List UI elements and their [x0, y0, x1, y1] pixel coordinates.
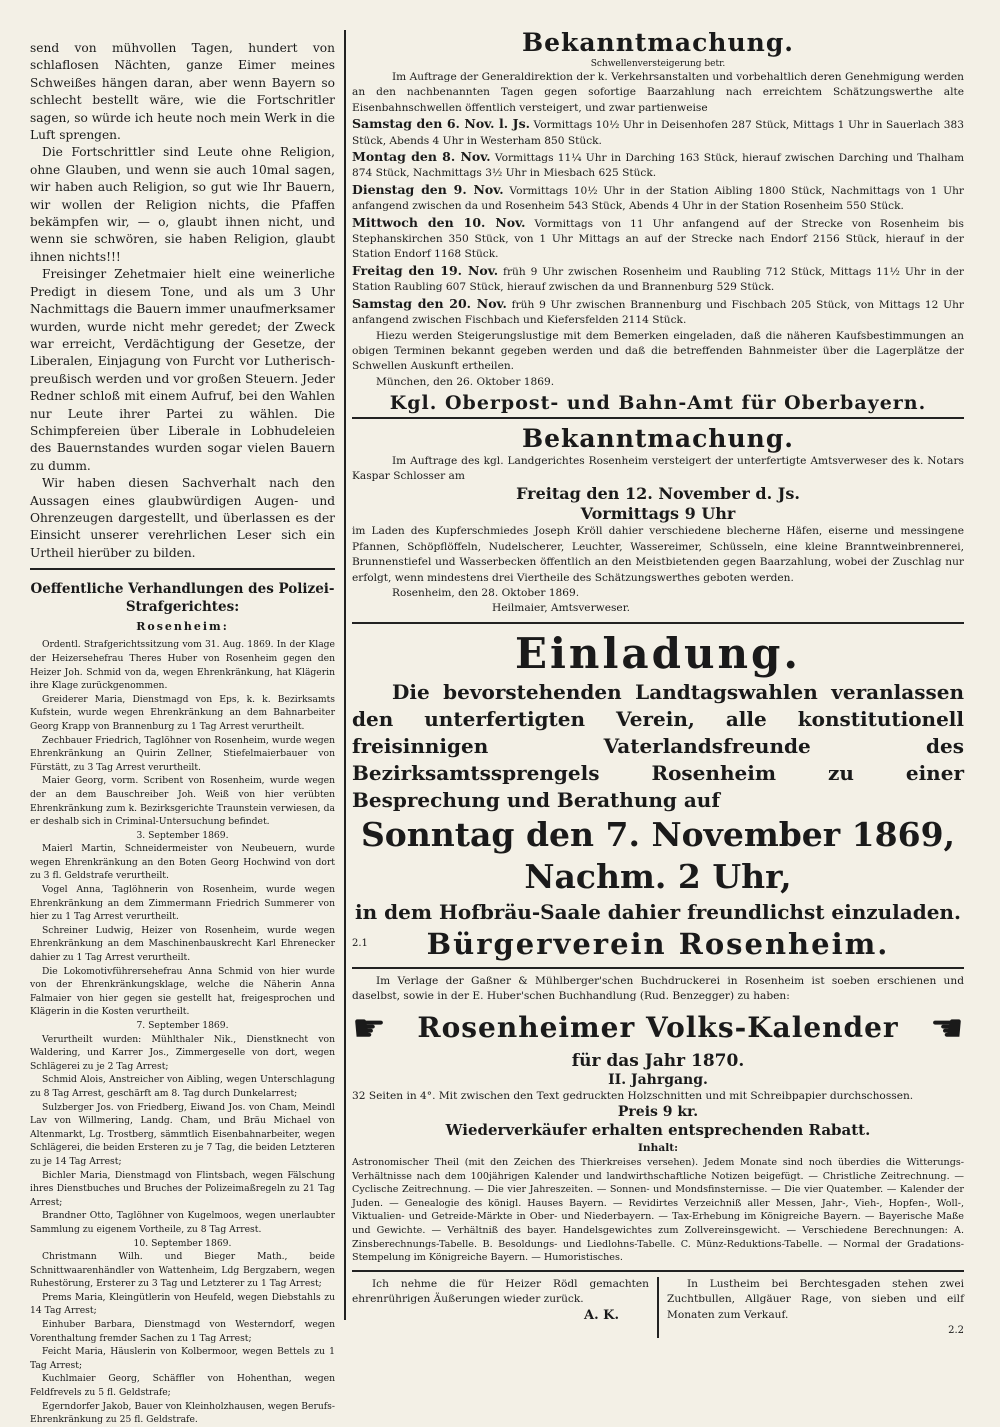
article-paragraph: Die Fortschrittler sind Leute ohne Religion, ohne Glauben, und wenn sie auch 10mal sagen, wir haben auch Religion, so gut wie Ihr Bauern, wir wollen der Religion nichts, die Pfaffen bekämpfen wir, — o, glaubt ihnen nicht, und wenn sie schwören, sie haben Religion, glaubt ihnen nichts!!! — [30, 145, 335, 264]
ad-content: Astronomischer Theil (mit den Zeichen des Thierkreises versehen). Jedem Monate sind noch überdies die Witterungs-Verhältnisse nach dem 100jährigen Kalender und landwirthschaftliche Notizen beigefügt. — Christliche Zeitrechnung. — Cyclische Zeitrechnung. — Die vier Jahreszeiten. — Sonnen- und Mondsfinsternisse. — Die vier Quatember. — Kalender der Juden. — Genealogie des königl. Hauses Bayern. — Revidirtes Verzeichniß aller Messen, Jahr-, Vieh-, Hopfen-, Woll-, Viktualien- und Getreide-Märkte in Ober- und Niederbayern. — Tax-Erhebung im Königreiche Bayern. — Bayerische Maße und Gewichte. — Verhältniß des bayer. Handelsgewichtes zum Zollvereinsgewicht. — Verschiedene Berechnungen: A. Zinsberechnungs-Tabelle. B. Besoldungs- und Liedlohns-Tabelle. C. Münz-Reduktions-Tabelle. — Normal der Gradations-Stempelung im Königreiche Bayern. — Humoristisches. — [352, 1157, 964, 1264]
auction-day-text: Vormittags 10½ Uhr in Deisenhofen 287 Stück, Mittags 1 Uhr in Sauerlach 383 Stück, Abends 4 Uhr in Westerham 850 Stück. — [352, 119, 964, 147]
court-entry: Die Lokomotivführersehefrau Anna Schmid von hier wurde von der Ehrenkränkungsklage, welche die Näherin Anna Falmaier von hier gegen sie gestellt hat, freigesprochen und Klägerin in die Kosten verurtheilt. — [30, 965, 335, 1018]
pointing-hand-left-icon: ☚ — [929, 1005, 964, 1050]
small-ad-bulls — [657, 1277, 964, 1339]
announcement-date: München, den 26. Oktober 1869. — [376, 375, 555, 388]
auction-day-text: Vormittags 11¼ Uhr in Darching 163 Stück, hierauf zwischen Darching und Thalham 874 Stück, Nachmittags 3½ Uhr in Miesbach 625 Stück. — [352, 152, 964, 180]
auction-day-text: früh 9 Uhr zwischen Rosenheim und Raubling 712 Stück, Mittags 11½ Uhr in der Station Raubling 607 Stück, hierauf zwischen da und Brannenburg 529 Stück. — [352, 265, 964, 294]
announcement-title: Bekanntmachung. — [521, 28, 795, 57]
auction-day-text: Vormittags 10½ Uhr in der Station Aibling 1800 Stück, Nachmittags von 1 Uhr anfangend zwischen da und Rosenheim 543 Stück, Abends 4 Uhr in der Station Rosenheim 550 Stück. — [352, 184, 964, 213]
court-entry: Zechbauer Friedrich, Taglöhner von Rosenheim, wurde wegen Ehrenkränkung an Quirin Zellner, Stiefelmaierbauer von Fürstätt, zu 3 Tag Arrest verurtheilt. — [30, 734, 335, 773]
invitation-signature-row — [352, 926, 964, 962]
pointing-hand-right-icon: ☛ — [352, 1005, 387, 1050]
court-entry: Vogel Anna, Taglöhnerin von Rosenheim, wurde wegen Ehrenkränkung an dem Zimmermann Friedrich Summerer von hier zu 1 Tag Arrest verurtheilt. — [30, 884, 335, 923]
bulls-text: In Lustheim bei Berchtesgaden stehen zwei Zuchtbullen, Allgäuer Rage, von sieben und eilf Monaten zum Verkauf. — [667, 1277, 964, 1321]
auction-day-label: Samstag den 6. Nov. l. Js. — [352, 116, 530, 132]
auction-day — [352, 116, 964, 149]
divider — [352, 417, 964, 419]
court-entry: Prems Maria, Kleingütlerin von Heufeld, wegen Diebstahls zu 14 Tag Arrest; — [30, 1291, 335, 1317]
announcement-signature: Heilmaier, Amtsverweser. — [492, 602, 630, 615]
court-entry: Bichler Maria, Dienstmagd von Flintsbach, wegen Fälschung ihres Dienstbuches und Bruches der Polizeimaßregeln zu 21 Tag Arrest; — [30, 1169, 335, 1208]
ad-resale: Wiederverkäufer erhalten entsprechenden Rabatt. — [445, 1121, 871, 1139]
insertion-number: 2.1 — [352, 938, 368, 950]
auction-date: Freitag den 12. November d. Js. — [516, 484, 800, 504]
announcement-intro: Im Auftrage des kgl. Landgerichtes Rosenheim versteigert der unterfertigte Amtsverweser des k. Notars Kaspar Schlosser am — [352, 454, 964, 482]
ad-year: für das Jahr 1870. — [571, 1050, 745, 1071]
court-entry: Greiderer Maria, Dienstmagd von Eps, k. k. Bezirksamts Kufstein, wurde wegen Ehrenkränkung an dem Bahnarbeiter Georg Krapp von Brannenburg zu 1 Tag Arrest verurtheilt. — [30, 693, 335, 732]
auction-day-label: Freitag den 19. Nov. — [352, 262, 499, 278]
ad-intro: Im Verlage der Gaßner & Mühlberger'schen Buchdruckerei in Rosenheim ist soeben erschienen und daselbst, sowie in der E. Huber'schen Buchhandlung (Rud. Benzegger) zu haben: — [352, 974, 964, 1003]
section-place: Rosenheim: — [136, 620, 229, 634]
court-entry: Christmann Wilh. und Bieger Math., beide Schnittwaarenhändler von Wattenheim, Ldg Bergzabern, wegen Ruhestörung, Ersterer zu 3 Tag und Letzterer zu 1 Tag Arrest; — [30, 1251, 335, 1290]
auction-day-label: Montag den 8. Nov. — [352, 149, 491, 165]
court-entry: Einhuber Barbara, Dienstmagd von Westerndorf, wegen Vorenthaltung fremder Sachen zu 1 Tag Arrest; — [30, 1319, 335, 1344]
court-entry: Ordentl. Strafgerichtssitzung vom 31. Aug. 1869. In der Klage der Heizersehefrau Theres Huber von Rosenheim gegen den Heizer Joh. Schmid von da, wegen Ehrenkränkung, hat Klägerin ihre Klage zurückgenommen. — [30, 639, 335, 692]
ad-price: Preis 9 kr. — [617, 1104, 699, 1120]
invitation-date: Sonntag den 7. November 1869, Nachm. 2 Uhr, — [360, 814, 956, 896]
court-date: 10. September 1869. — [133, 1237, 232, 1249]
announcement-title: Bekanntmachung. — [521, 423, 795, 453]
left-column — [30, 40, 335, 1427]
court-entry: Schreiner Ludwig, Heizer von Rosenheim, wurde wegen Ehrenkränkung an dem Maschinenbauskrecht Karl Ehrenecker dahier zu 1 Tag Arrest verurtheilt. — [30, 924, 335, 964]
court-entry: Verurtheilt wurden: Mühlthaler Nik., Dienstknecht von Waldering, und Karrer Jos., Zimmergeselle von dort, wegen Schlägerei zu je 2 Tag Arrest; — [30, 1033, 335, 1072]
small-ads-row — [352, 1277, 964, 1339]
auction-time: Vormittags 9 Uhr — [580, 504, 736, 524]
invitation-body: Die bevorstehenden Landtagswahlen veranlassen den unterfertigten Verein, alle konstitutionell freisinnigen Vaterlandsfreunde des Bezirksamtssprengels Rosenheim zu einer Besprechung und Berathung auf — [352, 679, 964, 812]
section-heading: Oeffentliche Verhandlungen des Polizei-Strafgerichtes: — [30, 581, 335, 616]
divider — [352, 967, 964, 969]
divider — [352, 1270, 964, 1272]
auction-day — [352, 182, 964, 215]
auction-day-label: Mittwoch den 10. Nov. — [352, 214, 526, 230]
court-entry: Schmid Alois, Anstreicher von Aibling, wegen Unterschlagung zu 8 Tag Arrest, geschärft am 8. Tag durch Dunkelarrest; — [30, 1074, 335, 1099]
auction-day — [352, 149, 964, 182]
auction-day — [352, 215, 964, 263]
small-ad-retraction — [352, 1277, 657, 1339]
ad-title: Rosenheimer Volks-Kalender — [417, 1010, 899, 1044]
divider — [30, 568, 335, 570]
ad-edition: II. Jahrgang. — [608, 1071, 708, 1088]
announcement-auction — [352, 424, 964, 617]
invitation-signature: Bürgerverein Rosenheim. — [426, 926, 890, 961]
announcement-subtitle: Schwellenversteigerung betr. — [590, 59, 726, 69]
ad-description: 32 Seiten in 4°. Mit zwischen den Text gedruckten Holzschnitten und mit Schreibpapier durchschossen. — [352, 1089, 914, 1102]
auction-day-text: Vormittags von 11 Uhr anfangend auf der Strecke von Rosenheim bis Stephanskirchen 350 Stück, von 1 Uhr Mittags an auf der Strecke nach Endorf 2156 Stück, hierauf in der Station Endorf 1168 Stück. — [352, 217, 964, 261]
court-entry: Feicht Maria, Häuslerin von Kolbermoor, wegen Bettels zu 1 Tag Arrest; — [30, 1346, 335, 1371]
auction-day — [352, 296, 964, 329]
retraction-text: Ich nehme die für Heizer Rödl gemachten ehrenrührigen Äußerungen wieder zurück. — [352, 1277, 649, 1306]
auction-day-label: Dienstag den 9. Nov. — [352, 181, 504, 197]
article-paragraph: Wir haben diesen Sachverhalt nach den Aussagen eines glaubwürdigen Augen- und Ohrenzeugen dargestellt, und überlassen es der Einsicht unserer verehrlichen Leser sich ein Urtheil hierüber zu bilden. — [30, 476, 335, 560]
insertion-number: 2.2 — [948, 1324, 964, 1336]
court-entry: Egerndorfer Jakob, Bauer von Kleinholzhausen, wegen Berufs-Ehrenkränkung zu 25 fl. Geldstrafe. — [30, 1400, 335, 1426]
advertisement-calendar — [352, 974, 964, 1265]
court-entry: Maierl Martin, Schneidermeister von Neubeuern, wurde wegen Ehrenkränkung an den Boten Georg Hochwind von dort zu 3 fl. Geldstrafe verurtheilt. — [30, 843, 335, 882]
retraction-signature: A. K. — [584, 1307, 619, 1323]
auction-day-text: früh 9 Uhr zwischen Brannenburg und Fischbach 205 Stück, von Mittags 12 Uhr anfangend zwischen Fischbach und Kiefersfelden 2114 Stück. — [352, 298, 964, 327]
article-paragraph: Freisinger Zehetmaier hielt eine weinerliche Predigt in diesem Tone, und als um 3 Uhr Nachmittags die Bauern immer unaufmerksamer wurden, wurde nicht mehr geredet; der Zweck war erreicht, Verdächtigung der Gesetze, der Liberalen, Einjagung von Furcht vor Lutherisch-preußisch werden und vor großen Steuern. Jeder Redner schloß mit einem Aufruf, bei den Wahlen nur Leute ihrer Partei zu wählen. Die Schimpfereien über Liberale in Lobhudeleien des Bauernstandes wurden sogar vielen Bauern zu dumm. — [30, 267, 335, 473]
announcement-outro: Hiezu werden Steigerungslustige mit dem Bemerken eingeladen, daß die näheren Kaufsbestimmungen an obigen Terminen bekannt gegeben werden und daß die betreffenden Bahnmeister über die Lagerplätze der Schwellen Auskunft ertheilen. — [352, 329, 964, 373]
announcement-railway-sleepers — [352, 28, 964, 415]
announcement-invitation — [352, 629, 964, 962]
court-date: 3. September 1869. — [136, 829, 229, 841]
court-date: 7. September 1869. — [136, 1020, 229, 1032]
court-entry: Brandner Otto, Taglöhner von Kugelmoos, wegen unerlaubter Sammlung zu eigenem Vortheile, zu 8 Tag Arrest. — [30, 1210, 335, 1235]
announcement-intro: Im Auftrage der Generaldirektion der k. Verkehrsanstalten und vorbehaltlich deren Genehmigung werden an den nachbenannten Tagen gegen sofortige Baarzahlung nach erreichtem Schätzungswerthe alte Eisenbahnschwellen öffentlich versteigert, und zwar partienweise — [352, 71, 964, 114]
court-entry: Sulzberger Jos. von Friedberg, Eiwand Jos. von Cham, Meindl Lav von Willmering, Landg. Cham, und Bräu Michael von Altenmarkt, Lg. Trostberg, sämmtlich Eisenbahnarbeiter, wegen Schlägerei, die beiden Ersteren zu je 7 Tag, die beiden Letzteren zu je 14 Tag Arrest; — [30, 1101, 335, 1167]
announcement-body: im Laden des Kupferschmiedes Joseph Kröll dahier verschiedene blecherne Häfen, eiserne und messingene Pfannen, Schöpflöffeln, Nudelscherer, Leuchter, Wassereimer, Schüsseln, eine kleine Branntweinbrennerei, Brunnenstiefel und Wasserbecken öffentlich an den Meistbietenden gegen Baarzahlung, wobei der Zuschlag nur erfolgt, wenn mindestens drei Viertheile des Schätzungswerthes geboten werden. — [352, 525, 964, 584]
auction-day-label: Samstag den 20. Nov. — [352, 295, 507, 311]
invitation-venue: in dem Hofbräu-Saale dahier freundlichst einzuladen. — [355, 899, 961, 924]
invitation-title: Einladung. — [514, 628, 802, 678]
right-column — [352, 28, 964, 1338]
column-divider — [344, 30, 346, 1320]
announcement-signature: Kgl. Oberpost- und Bahn-Amt für Oberbayern. — [389, 392, 927, 415]
court-entry: Kuchlmaier Georg, Schäffler von Hohenthan, wegen Feldfrevels zu 5 fl. Geldstrafe; — [30, 1373, 335, 1399]
announcement-date: Rosenheim, den 28. Oktober 1869. — [392, 586, 580, 599]
auction-day — [352, 263, 964, 296]
article-paragraph: send von mühvollen Tagen, hundert von schlaflosen Nächten, ganze Eimer meines Schweißes hängen daran, aber wenn Bayern so schlecht bestellt wäre, wie die Fortschritler sagen, so würde ich heute noch mein Werk in die Luft sprengen. — [30, 41, 335, 143]
ad-content-label: Inhalt: — [637, 1142, 679, 1154]
court-entry: Maier Georg, vorm. Scribent von Rosenheim, wurde wegen der an dem Bauschreiber Joh. Weiß von hier verübten Ehrenkränkung zum k. Bezirksgerichte Traunstein verwiesen, da er deshalb sich in Criminal-Untersuchung befindet. — [30, 775, 335, 828]
ad-title-row — [352, 1005, 964, 1050]
divider — [352, 622, 964, 624]
